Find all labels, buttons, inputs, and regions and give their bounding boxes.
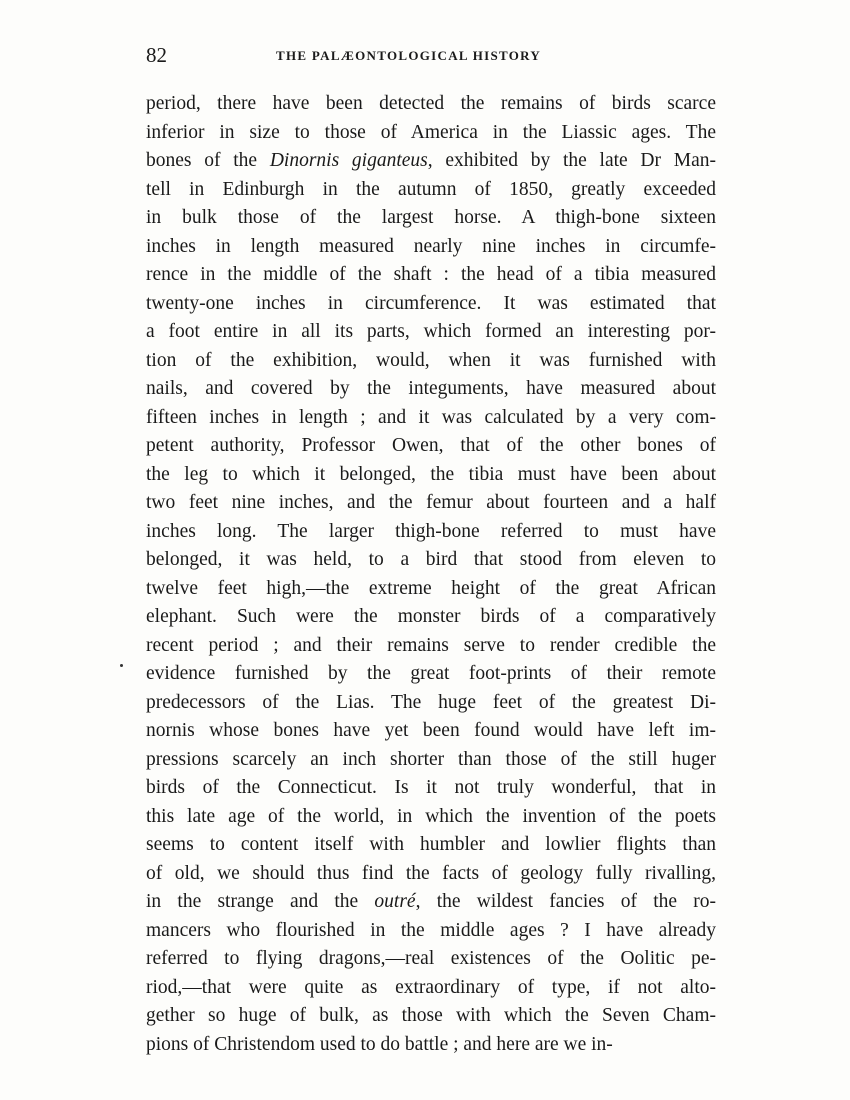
ink-speck — [120, 664, 123, 667]
text-line: fifteen inches in length ; and it was calculated by a very com- — [146, 406, 716, 428]
text-line: elephant. Such were the monster birds of a comparatively — [146, 606, 716, 627]
text-line: referred to flying dragons,—real existences of the Oolitic pe- — [146, 948, 716, 969]
running-title: THE PALÆONTOLOGICAL HISTORY — [276, 48, 542, 63]
text-line: pressions scarcely an inch shorter than those of the still huger — [146, 748, 716, 770]
text-line: inferior in size to those of America in the Liassic ages. The — [146, 121, 716, 143]
text-line: this late age of the world, in which the invention of the poets — [146, 805, 716, 827]
text-line: in bulk those of the largest horse. A thigh-bone sixteen — [146, 207, 716, 228]
text-line: tell in Edinburgh in the autumn of 1850, greatly exceeded — [146, 178, 716, 200]
italic-term: outré — [374, 891, 416, 912]
text-line: of old, we should thus find the facts of geology fully rivalling, — [146, 862, 716, 884]
text-line: in the strange and the outré, the wildest fancies of the ro- — [146, 891, 717, 912]
text-line: gether so huge of bulk, as those with which the Seven Cham- — [146, 1005, 716, 1026]
text-line: twenty-one inches in circumference. It was estimated that — [146, 292, 716, 314]
text-line: twelve feet high,—the extreme height of the great African — [146, 577, 716, 599]
text-line: belonged, it was held, to a bird that stood from eleven to — [146, 549, 716, 570]
text-line: the leg to which it belonged, the tibia must have been about — [146, 463, 716, 485]
text-line: two feet nine inches, and the femur about fourteen and a half — [146, 492, 716, 513]
text-line: pions of Christendom used to do battle ; and here are we in- — [146, 1033, 613, 1055]
italic-term: Dinornis giganteus — [269, 150, 428, 171]
text-line: evidence furnished by the great foot-prints of their remote — [146, 663, 716, 684]
text-line: a foot entire in all its parts, which formed an interesting por- — [146, 321, 716, 342]
text-line: petent authority, Professor Owen, that of the other bones of — [146, 435, 716, 456]
text-line: nornis whose bones have yet been found would have left im- — [146, 720, 716, 741]
running-head — [146, 40, 716, 70]
text-line: riod,—that were quite as extraordinary of type, if not alto- — [146, 976, 716, 998]
body-text — [146, 90, 716, 1059]
text-line: tion of the exhibition, would, when it was furnished with — [146, 349, 716, 371]
text-line: inches in length measured nearly nine inches in circumfe- — [146, 235, 716, 257]
text-line: birds of the Connecticut. Is it not truly wonderful, that in — [146, 777, 716, 798]
text-line: recent period ; and their remains serve to render credible the — [146, 634, 716, 656]
text-line: nails, and covered by the integuments, have measured about — [146, 378, 716, 399]
text-line: period, there have been detected the remains of birds scarce — [146, 93, 716, 114]
text-line: bones of the Dinornis giganteus, exhibited by the late Dr Man- — [146, 150, 716, 171]
text-line: rence in the middle of the shaft : the head of a tibia measured — [146, 264, 716, 285]
text-line: seems to content itself with humbler and lowlier flights than — [146, 834, 716, 855]
text-line: predecessors of the Lias. The huge feet of the greatest Di- — [146, 691, 716, 713]
text-line: mancers who flourished in the middle ages ? I have already — [146, 919, 716, 941]
text-line: inches long. The larger thigh-bone referred to must have — [146, 520, 716, 542]
page-number: 82 — [146, 43, 167, 67]
